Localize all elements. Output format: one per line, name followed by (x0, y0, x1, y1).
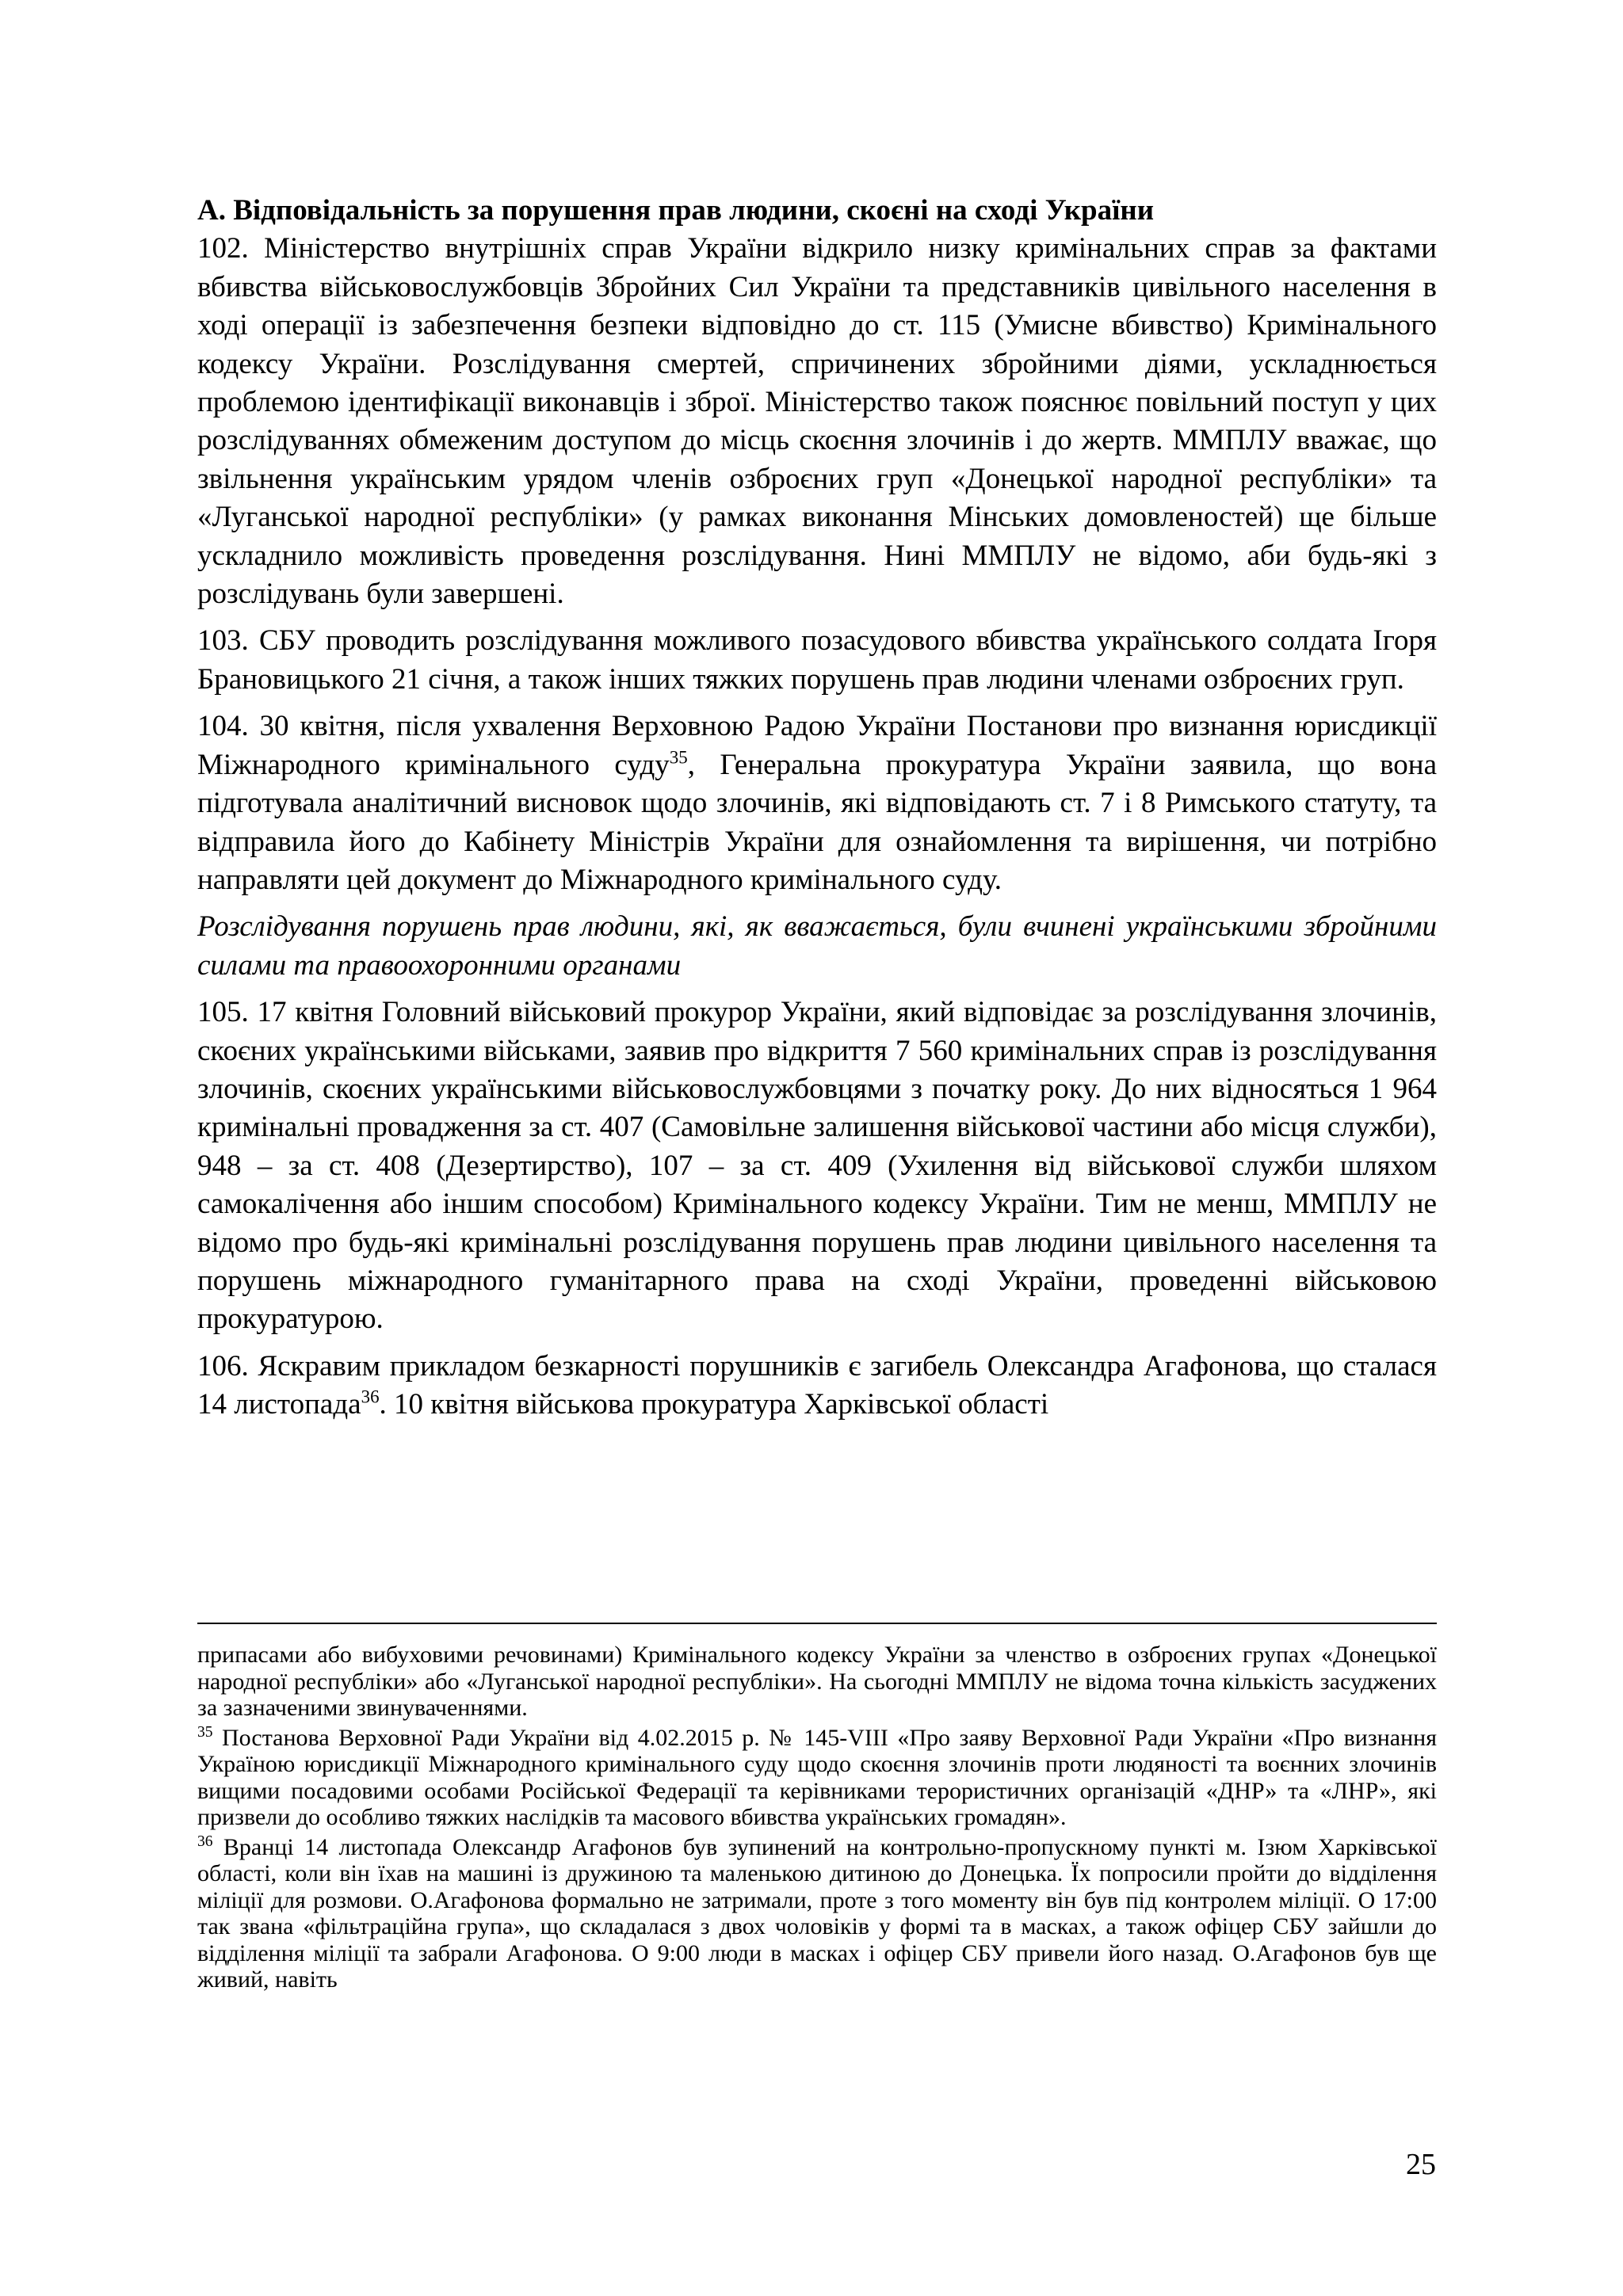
paragraph-104 (197, 707, 1437, 899)
paragraph-106-text-before: 106. Яскравим прикладом безкарності порушників є загибель Олександра Агафонова, що сталася 14 листопада (197, 1349, 1437, 1421)
section-heading: A. Відповідальність за порушення прав людини, скоєні на сході України (197, 194, 1155, 227)
paragraph-104-text-before: 104. 30 квітня, після ухвалення Верховною Радою України Постанови про визнання юрисдикції Міжнародного кримінального суду (197, 710, 1437, 781)
paragraph-102: 102. Міністерство внутрішніх справ України відкрило низку кримінальних справ за фактами вбивства військовослужбовців Збройних Сил України та представників цивільного населення в ході операції із забезпечення безпеки відповідно до ст. 115 (Умисне вбивство) Кримінального кодексу України. Розслідування смертей, спричинених збройними діями, ускладнюється проблемою ідентифікації виконавців і зброї. Міністерство також пояснює повільний поступ у цих розслідуваннях обмеженим доступом до місць скоєння злочинів і до жертв. ММПЛУ вважає, що звільнення українським урядом членів озброєних груп «Донецької народної республіки» та «Луганської народної республіки» (у рамках виконання Мінських домовленостей) ще більше ускладнило можливість проведення розслідування. Нині ММПЛУ не відомо, аби будь-які з розслідувань були завершені. (197, 232, 1437, 611)
footnote-35 (197, 1725, 1437, 1831)
footnote-number: 35 (197, 1723, 213, 1741)
paragraph-106-text-after: . 10 квітня військова прокуратура Харківської області (379, 1388, 1049, 1421)
footnotes (197, 1642, 1437, 1997)
paragraph-106 (197, 1348, 1437, 1425)
footnote-number: 36 (197, 1833, 213, 1850)
paragraph-104-text-after: , Генеральна прокуратура України заявила, що вона підготувала аналітичний висновок щодо злочинів, які відповідають ст. 7 і 8 Римського статуту, та відправила його до Кабінету Міністрів України для ознайомлення та вирішення, чи потрібно направляти цей документ до Міжнародного кримінального суду. (197, 748, 1438, 896)
footnote-ref-36[interactable]: 36 (361, 1386, 380, 1407)
footnote-text: припасами або вибуховими речовинами) Кримінального кодексу України за членство в озброєних групах «Донецької народної республіки» або «Луганської народної республіки». На сьогодні ММПЛУ не відома точна кількість засуджених за зазначеними звинуваченнями. (197, 1642, 1437, 1721)
footnote-text: Вранці 14 листопада Олександр Агафонов був зупинений на контрольно-пропускному пункті м. Ізюм Харківської області, коли він їхав на машині із дружиною та маленькою дитиною до Донецька. Їх попросили пройти до відділення міліції для розмови. О.Агафонова формально не затримали, проте з того моменту він був під контролем міліції. О 17:00 так звана «фільтраційна група», що складалася з двох чоловіків у формі та в масках, а також офіцер СБУ зайшли до відділення міліції та забрали Агафонова. О 9:00 люди в масках і офіцер СБУ привели його назад. О.Агафонов був ще живий, навіть (197, 1833, 1437, 1993)
paragraph-105: 105. 17 квітня Головний військовий прокурор України, який відповідає за розслідування злочинів, скоєних українськими військами, заявив про відкриття 7 560 кримінальних справ із розслідування злочинів, скоєних українськими військовослужбовцями з початку року. До них відносяться 1 964 кримінальні провадження за ст. 407 (Самовільне залишення військової частини або місця служби), 948 – за ст. 408 (Дезертирство), 107 – за ст. 409 (Ухилення від військової служби шляхом самокалічення або іншим способом) Кримінального кодексу України. Тим не менш, ММПЛУ не відомо про будь-які кримінальні розслідування порушень прав людини цивільного населення та порушень міжнародного гуманітарного права на сході України, проведенні військовою прокуратурою. (197, 996, 1437, 1336)
footnote-text: Постанова Верховної Ради України від 4.02.2015 р. № 145-VIII «Про заяву Верховної Ради України «Про визнання Україною юрисдикції Міжнародного кримінального суду щодо скоєння злочинів проти людяності та воєнних злочинів вищими посадовими особами Російської Федерації та керівниками терористичних організацій «ДНР» та «ЛНР», які призвели до особливо тяжких наслідків та масового вбивства українських громадян». (197, 1724, 1437, 1830)
paragraph-103: 103. СБУ проводить розслідування можливого позасудового вбивства українського солдата Ігоря Брановицького 21 січня, а також інших тяжких порушень прав людини членами озброєних груп. (197, 624, 1437, 696)
footnote-continuation (197, 1642, 1437, 1722)
subheading-italic: Розслідування порушень прав людини, які, як вважається, були вчинені українськими збройними силами та правоохоронними органами (197, 910, 1437, 982)
footnote-36 (197, 1834, 1437, 1993)
footnote-ref-35[interactable]: 35 (669, 747, 688, 768)
body-text (197, 192, 1437, 1425)
footnote-divider (197, 1623, 1437, 1624)
page-number: 25 (1406, 2148, 1436, 2181)
